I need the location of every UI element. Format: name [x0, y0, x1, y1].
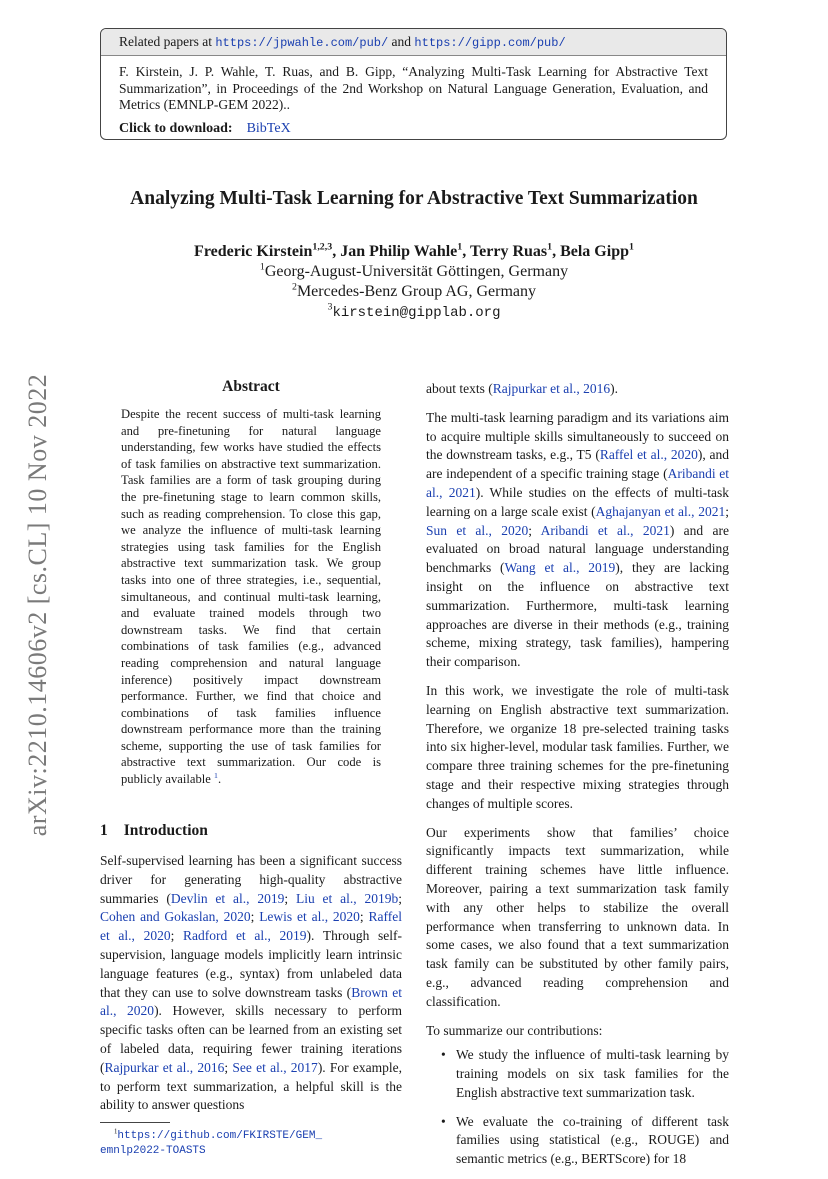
footnote-mark[interactable]: 1 — [214, 770, 218, 780]
text: ), and are independent of a specific training stage ( — [426, 447, 729, 482]
affil-text: Georg-August-Universität Göttingen, Germany — [264, 263, 569, 280]
author-name: Jan Philip Wahle — [340, 243, 458, 260]
citation-box — [100, 28, 727, 140]
citation-link[interactable]: Raffel et al., 2020 — [100, 909, 402, 944]
abstract-heading: Abstract — [222, 378, 280, 395]
right-column — [426, 380, 729, 1179]
footnote-link[interactable]: https://github.com/FKIRSTE/GEM_ — [117, 1130, 323, 1142]
citation-link[interactable]: Wang et al., 2019 — [504, 560, 616, 576]
text: ). Through self-supervision, language models implicitly learn intrinsic language features (e.g., syntax) from unlabeled data that they can use to solve downstream tasks ( — [100, 928, 402, 1000]
bibtex-link[interactable]: BibTeX — [246, 120, 291, 136]
author-email: kirstein@gipplab.org — [332, 305, 501, 321]
footnote-link-cont[interactable]: emnlp2022-TOASTS — [100, 1145, 206, 1157]
author-sep: , — [462, 243, 470, 260]
author-sup: 1 — [628, 241, 634, 253]
gipp-link[interactable]: https://gipp.com/pub/ — [414, 36, 566, 50]
citation-link[interactable]: Liu et al., 2019b — [295, 890, 399, 906]
abstract-body — [121, 406, 381, 788]
text: ). — [610, 381, 618, 396]
affil-text: Mercedes-Benz Group AG, Germany — [296, 283, 536, 300]
paper-title: Analyzing Multi-Task Learning for Abstractive Text Summarization — [130, 188, 698, 209]
related-papers-header — [101, 29, 726, 56]
contributions-list — [426, 1046, 729, 1169]
affiliation-2 — [0, 283, 828, 301]
author-name: Frederic Kirstein — [194, 243, 313, 260]
text: ). While studies on the effects of multi-task learning on a large scale exist ( — [426, 484, 729, 519]
paragraph-contributions-intro: To summarize our contributions: — [426, 1022, 603, 1038]
download-label: Click to download: — [119, 120, 233, 136]
author-sup: 1 — [547, 241, 553, 253]
text: ). For example, to perform text summarization, a helpful skill is the ability to answer questions — [100, 1059, 402, 1113]
affil-sup: 2 — [292, 281, 297, 293]
author-sup: 1 — [457, 241, 463, 253]
citation-link[interactable]: Aghajanyan et al., 2021 — [595, 503, 726, 519]
citation-link[interactable]: Aribandi et al., 2021 — [426, 466, 729, 500]
citation-link[interactable]: Raffel et al., 2020 — [599, 447, 698, 463]
author-sep: , — [552, 243, 561, 260]
download-row — [101, 114, 726, 137]
author-sup: 1,2,3 — [312, 241, 333, 253]
author-sep: , — [332, 243, 341, 260]
footnote — [100, 1128, 322, 1158]
affil-sup: 3 — [327, 301, 333, 313]
section-title: Introduction — [123, 822, 208, 839]
abstract-text: Despite the recent success of multi-task learning and pre-finetuning for natural language understanding, few works have studied the effects of task families on abstractive text summarization. Task families are a form of task grouping during the pre-finetuning stage to learn common skills, such as reading comprehension. To close this gap, we analyze the influence of multi-task learning strategies using task families for the English abstractive text summarization task. We group tasks into one of three strategies, i.e., sequential, simultaneous, and continual multi-task learning, and evaluate trained models through two downstream tasks. We find that certain combinations of task families (e.g., advanced reading comprehension and natural language inference) positively impact downstream performance. Further, we find that choice and combinations of task families influence downstream performance more than the training scheme, supporting the use of task families for abstractive text summarization. Our code is publicly available — [121, 407, 381, 787]
list-item: • We evaluate the co-training of different task families using statistical (e.g., ROUGE) and semantic metrics (e.g., BERTScore) for 18 — [456, 1113, 729, 1169]
text: ) and are evaluated on broad natural language understanding benchmarks ( — [426, 522, 729, 576]
section-number: 1 — [100, 822, 108, 839]
author-list — [0, 243, 828, 261]
text: Self-supervised learning has been a significant success driver for generating high-quality abstractive summaries ( — [100, 853, 402, 906]
citation-text: F. Kirstein, J. P. Wahle, T. Ruas, and B. Gipp, “Analyzing Multi-Task Learning for Abstractive Text Summarization”, in Proceedings of the 2nd Workshop on Natural Language Generation, Evaluation, and Metrics (EMNLP-GEM 2022).. — [119, 64, 708, 112]
arxiv-stamp-text: arXiv:2210.14606v2 [cs.CL] 10 Nov 2022 — [23, 373, 52, 837]
related-papers-prefix: Related papers at — [119, 34, 216, 49]
footnote-rule — [100, 1122, 170, 1123]
footnote-number: 1 — [114, 1128, 118, 1136]
paragraph-experiments: Our experiments show that families’ choice significantly impacts text summarization, while different training schemes have little influence. Moreover, pairing a text summarization task family with any other helps to stabilize the overall performance when transferring to unknown data. In some cases, we also found that a text summarization task family can be substituted by other family pairs, e.g., advanced reading comprehension and classification. — [426, 824, 729, 1009]
jpwahle-link[interactable]: https://jpwahle.com/pub/ — [215, 36, 389, 50]
paragraph-multitask: The multi-task learning paradigm and its variations aim to acquire multiple skills simultaneously to succeed on the downstream tasks, e.g., T5 (Raffel et al., 2020), and are independent of a specific training stage (Aribandi et al., 2021). While studies on the effects of multi-task learning on a large scale exist (Aghajanyan et al., 2021; Sun et al., 2020; Aribandi et al., 2021) and are evaluated on broad natural language understanding benchmarks (Wang et al., 2019), they are lacking insight on the influence on abstractive text summarization. Furthermore, multi-task learning approaches are diverse in their methods (e.g., training scheme, mixing strategy, task families), hampering their comparison. — [426, 409, 729, 670]
affiliation-email — [0, 303, 828, 321]
paragraph-this-work: In this work, we investigate the role of multi-task learning on English abstractive text summarization. Therefore, we organize 18 pre-selected training tasks into six higher-level, modular task families. Further, we compare three training schemes for the pre-finetuning stage and their respective mixing strategies through changes of multiple scores. — [426, 682, 729, 811]
citation-link[interactable]: Rajpurkar et al., 2016 — [492, 381, 611, 396]
citation-link[interactable]: Aribandi et al., 2021 — [540, 522, 670, 538]
affiliation-1 — [0, 263, 828, 281]
text: about texts ( — [426, 381, 493, 396]
citation-link[interactable]: Devlin et al., 2019 — [170, 890, 285, 906]
citation-link[interactable]: See et al., 2017 — [232, 1059, 318, 1075]
arxiv-stamp — [20, 360, 56, 850]
text: ), they are lacking insight on the influence on abstractive text summarization. Furthermore, multi-task learning approaches are diverse in their methods (e.g., training scheme, mixing strategy, task families), hampering their comparison. — [426, 560, 729, 670]
citation-link[interactable]: Cohen and Gokaslan, 2020 — [100, 909, 251, 925]
section-heading — [100, 822, 208, 840]
author-name: Terry Ruas — [469, 243, 548, 260]
affil-sup: 1 — [259, 261, 265, 273]
citation-link[interactable]: Lewis et al., 2020 — [259, 909, 360, 925]
citation-link[interactable]: Sun et al., 2020 — [426, 522, 529, 538]
citation-link[interactable]: Brown et al., 2020 — [100, 984, 402, 1019]
text: ). However, skills necessary to perform specific tasks often can be learned from an existing set of labeled data, requiring fewer training iterations ( — [100, 1003, 402, 1075]
text: The multi-task learning paradigm and its variations aim to acquire multiple skills simultaneously to succeed on the downstream tasks, e.g., T5 ( — [426, 409, 729, 463]
citation-link[interactable]: Radford et al., 2019 — [183, 928, 307, 944]
citation-link[interactable]: Rajpurkar et al., 2016 — [104, 1059, 225, 1075]
continued-paragraph — [426, 380, 729, 399]
author-name: Bela Gipp — [560, 243, 629, 260]
related-papers-and: and — [388, 34, 415, 49]
abstract-end: . — [217, 772, 222, 787]
intro-paragraph: Self-supervised learning has been a significant success driver for generating high-quality abstractive summaries (Devlin et al., 2019; Liu et al., 2019b; Cohen and Gokaslan, 2020; Lewis et al., 2020; Raffel et al., 2020; Radford et al., 2019). Through self-supervision, language models implicitly learn intrinsic language features (e.g., syntax) from unlabeled data that they can use to solve downstream tasks (Brown et al., 2020). However, skills necessary to perform specific tasks often can be learned from an existing set of labeled data, requiring fewer training iterations (Rajpurkar et al., 2016; See et al., 2017). For example, to perform text summarization, a helpful skill is the ability to answer questions — [100, 853, 402, 1113]
list-item: • We study the influence of multi-task learning by training models on six task families for the English abstractive text summarization task. — [456, 1046, 729, 1102]
